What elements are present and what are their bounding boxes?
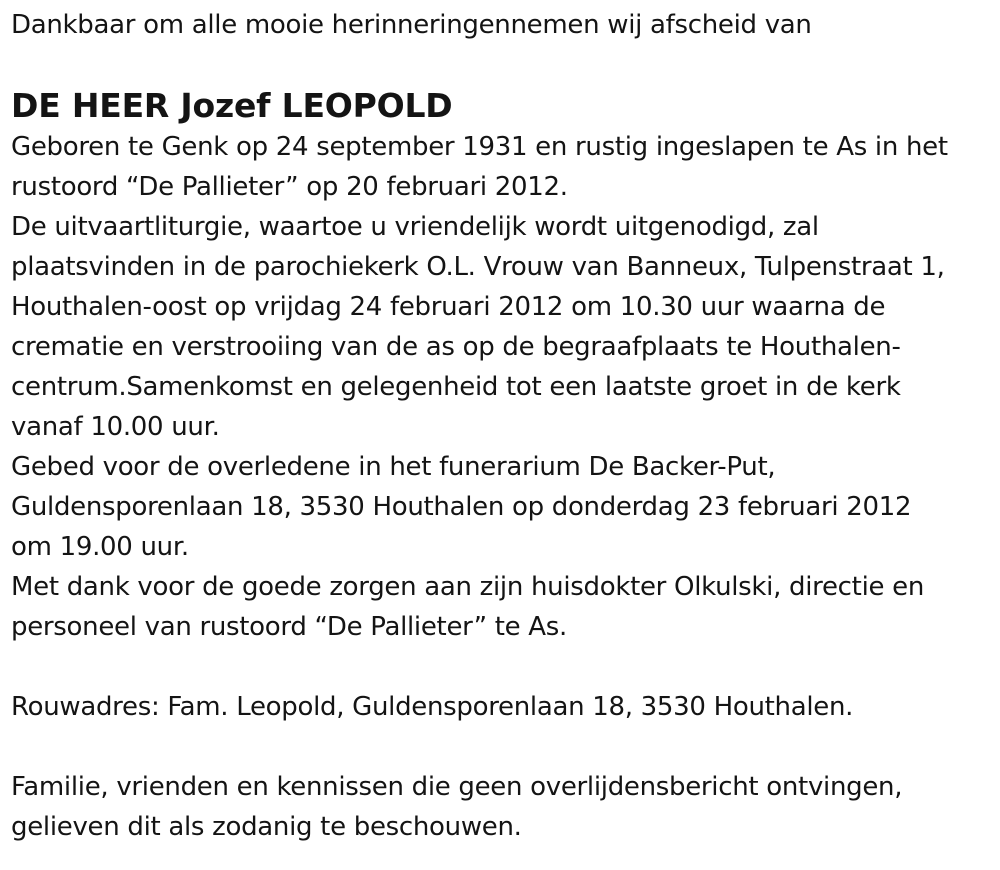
spacer xyxy=(11,727,991,767)
body-line: rustoord “De Pallieter” op 20 februari 2012. xyxy=(11,172,568,202)
body-line: vanaf 10.00 uur. xyxy=(11,412,220,442)
closing-note xyxy=(11,767,991,847)
body-line: centrum.Samenkomst en gelegenheid tot een laatste groet in de kerk xyxy=(11,372,901,402)
body-line: Geboren te Genk op 24 september 1931 en rustig ingeslapen te As in het xyxy=(11,132,948,162)
body-line: personeel van rustoord “De Pallieter” te As. xyxy=(11,612,568,642)
body-line: Houthalen-oost op vrijdag 24 februari 2012 om 10.30 uur waarna de xyxy=(11,292,886,322)
body-line: Met dank voor de goede zorgen aan zijn huisdokter Olkulski, directie en xyxy=(11,572,925,602)
body-line: om 19.00 uur. xyxy=(11,532,189,562)
body-line: Guldensporenlaan 18, 3530 Houthalen op donderdag 23 februari 2012 xyxy=(11,492,912,522)
body-line: crematie en verstrooiing van de as op de begraafplaats te Houthalen- xyxy=(11,332,901,362)
closing-line: Familie, vrienden en kennissen die geen overlijdensbericht ontvingen, xyxy=(11,772,903,802)
deceased-name: DE HEER Jozef LEOPOLD xyxy=(11,86,453,125)
closing-line: gelieven dit als zodanig te beschouwen. xyxy=(11,812,522,842)
mourning-address: Rouwadres: Fam. Leopold, Guldensporenlaan 18, 3530 Houthalen. xyxy=(11,692,854,722)
obituary-notice xyxy=(11,0,991,847)
body-line: De uitvaartliturgie, waartoe u vriendelijk wordt uitgenodigd, zal xyxy=(11,212,819,242)
intro-text: Dankbaar om alle mooie herinneringennemen wij afscheid van xyxy=(11,10,812,40)
notice-body xyxy=(11,127,991,647)
spacer xyxy=(11,647,991,687)
body-line: plaatsvinden in de parochiekerk O.L. Vrouw van Banneux, Tulpenstraat 1, xyxy=(11,252,945,282)
body-line: Gebed voor de overledene in het funerarium De Backer-Put, xyxy=(11,452,776,482)
